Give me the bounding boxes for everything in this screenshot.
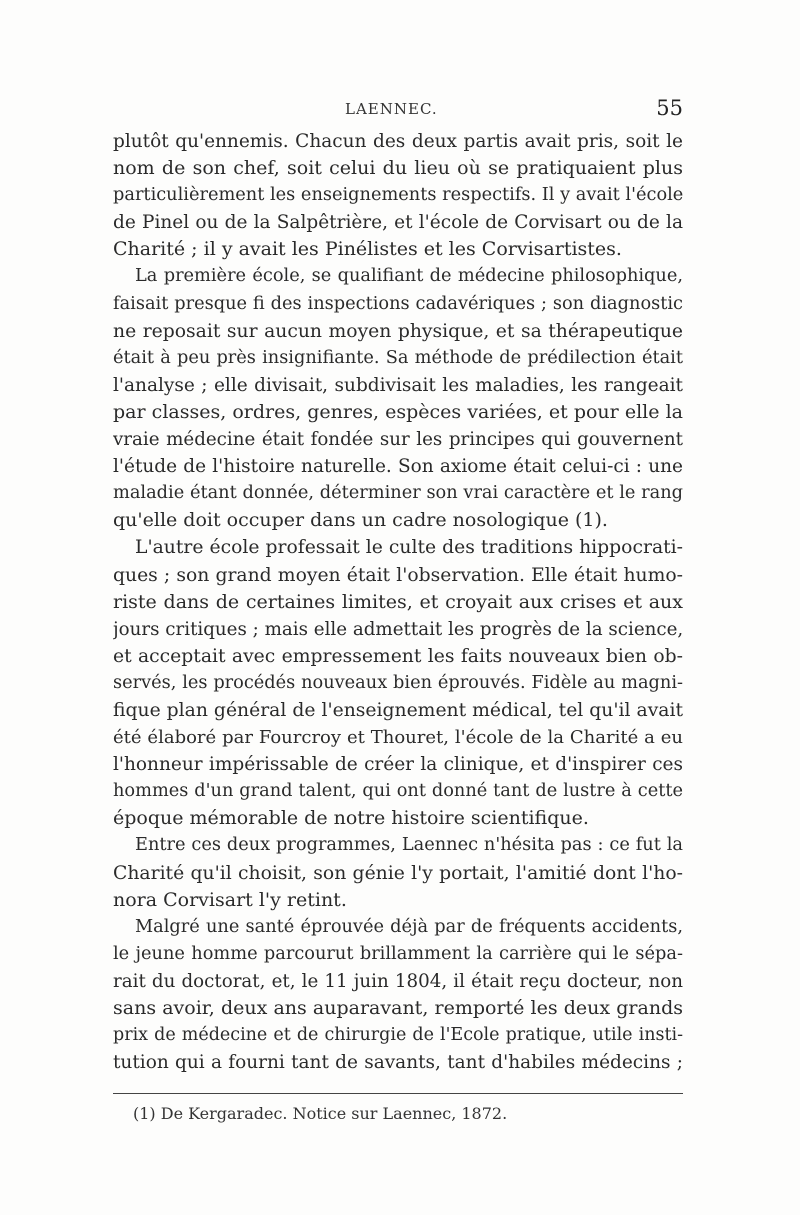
text-line: servés, les procédés nouveaux bien éprouvés. Fidèle au magni-	[113, 672, 683, 693]
text-line: prix de médecine et de chirurgie de l'Ecole pratique, utile insti-	[113, 1025, 683, 1046]
running-head	[113, 96, 683, 126]
text-line: faisait presque fi des inspections cadavériques ; son diagnostic	[113, 293, 683, 314]
text-line: jours critiques ; mais elle admettait les progrès de la science,	[113, 618, 683, 640]
text-line: hommes d'un grand talent, qui ont donné tant de lustre à cette	[113, 781, 683, 802]
footnote: (1) De Kergaradec. Notice sur Laennec, 1872.	[133, 1104, 508, 1123]
text-line: nora Corvisart l'y retint.	[113, 888, 347, 911]
text-line: plutôt qu'ennemis. Chacun des deux partis avait pris, soit le	[113, 131, 683, 152]
text-line: vraie médecine était fondée sur les principes qui gouvernent	[113, 429, 683, 451]
text-line: nom de son chef, soit celui du lieu où se pratiquaient plus	[113, 157, 683, 180]
text-line: sans avoir, deux ans auparavant, remporté les deux grands	[113, 997, 683, 1019]
text-line: ques ; son grand moyen était l'observation. Elle était humo-	[113, 564, 683, 586]
text-line: été élaboré par Fourcroy et Thouret, l'école de la Charité a eu	[113, 727, 683, 749]
text-line: qu'elle doit occuper dans un cadre nosologique (1).	[113, 509, 608, 532]
text-line: La première école, se qualifiant de médecine philosophique,	[135, 266, 683, 287]
text-line: tution qui a fourni tant de savants, tant d'habiles médecins ;	[113, 1052, 683, 1074]
text-line: époque mémorable de notre histoire scientifique.	[113, 807, 589, 830]
footnote-divider	[113, 1093, 683, 1094]
text-line: Malgré une santé éprouvée déjà par de fréquents accidents,	[135, 916, 683, 937]
text-line: le jeune homme parcourut brillamment la carrière qui le sépa-	[113, 943, 683, 964]
page-number: 55	[656, 96, 683, 120]
text-line: était à peu près insignifiante. Sa méthode de prédilection était	[113, 347, 683, 368]
text-line: fique plan général de l'enseignement médical, tel qu'il avait	[113, 699, 683, 721]
text-line: l'analyse ; elle divisait, subdivisait les maladies, les rangeait	[113, 374, 683, 396]
text-line: ne reposait sur aucun moyen physique, et sa thérapeutique	[113, 320, 683, 342]
text-line: Charité qu'il choisit, son génie l'y portait, l'amitié dont l'ho-	[113, 862, 683, 884]
text-line: l'étude de l'histoire naturelle. Son axiome était celui-ci : une	[113, 456, 683, 478]
text-line: maladie étant donnée, déterminer son vrai caractère et le rang	[113, 483, 683, 504]
running-title: LAENNEC.	[345, 100, 438, 118]
body-text	[113, 128, 683, 1076]
text-line: L'autre école professait le culte des traditions hippocrati-	[135, 537, 683, 559]
text-line: rait du doctorat, et, le 11 juin 1804, il était reçu docteur, non	[113, 970, 683, 992]
text-line: Charité ; il y avait les Pinélistes et les Corvisartistes.	[113, 238, 622, 261]
text-line: particulièrement les enseignements respectifs. Il y avait l'école	[113, 185, 683, 206]
text-line: par classes, ordres, genres, espèces variées, et pour elle la	[113, 400, 683, 423]
text-line: de Pinel ou de la Salpêtrière, et l'école de Corvisart ou de la	[113, 212, 683, 234]
text-line: l'honneur impérissable de créer la clinique, et d'inspirer ces	[113, 754, 683, 776]
text-line: et acceptait avec empressement les faits nouveaux bien ob-	[113, 645, 683, 667]
text-line: riste dans de certaines limites, et croyait aux crises et aux	[113, 590, 683, 613]
text-line: Entre ces deux programmes, Laennec n'hésita pas : ce fut la	[135, 835, 683, 856]
